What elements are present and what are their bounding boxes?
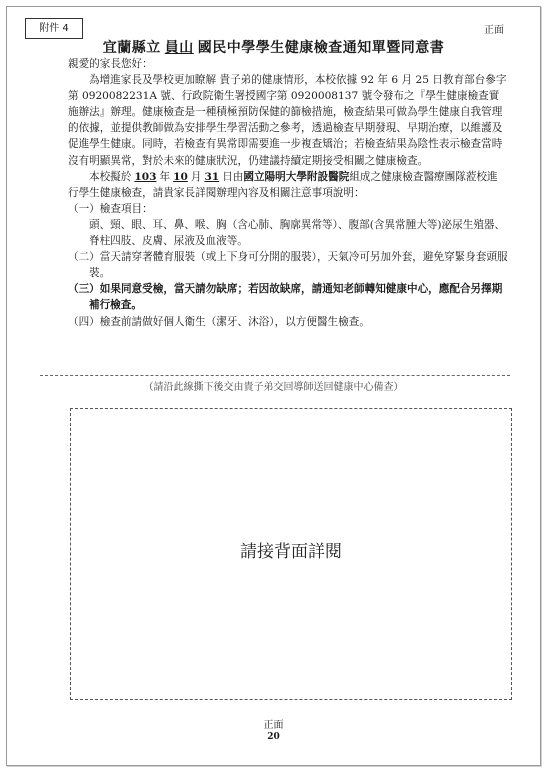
item-2: （二）當天請穿著體育服裝（或上下身可分開的服裝），天氣冷可另加外套，避免穿緊身套頭服裝。 (68, 251, 508, 280)
exam-day: 31 (204, 170, 220, 183)
title-school-name: 員山 (164, 40, 194, 56)
tear-line-note: （請沿此線撕下後交由貴子弟交回導師送回健康中心備查） (143, 382, 404, 393)
exam-month: 10 (173, 170, 188, 183)
page-number: 20 (267, 732, 280, 742)
paragraph-purpose: 為增進家長及學校更加瞭解 貴子弟的健康情形，本校依據 92 年 6 月 25 日教育部台參字第 0920082231A 號、行政院衛生署授國字第 0920008137 號令發布之『學生健康檢查實施辦法』辦理。健康檢查是一種積極預防保健的篩檢措施，檢查結果可做為學生健康自我管理的依據，並提供教師做為安排學生學習活動之參考，透過檢查早期發現、早期治療，以維護及促進學生健康。同時，若檢查有異常即需要進一步複查矯治；若檢查結果為陰性表示檢查當時沒有明顯異常，對於未來的健康狀況，仍建議持續定期接受相關之健康檢查。 (68, 74, 507, 167)
item-3: （三）如果同意受檢，當天請勿缺席；若因故缺席，請通知老師轉知健康中心，應配合另擇期補行檢查。 (68, 283, 503, 312)
schedule-text-e: 組成之健康檢查醫療團隊蒞校進行學生健康檢查，請貴家長詳閱辦理內容及相關注意事項說明： (68, 170, 498, 199)
tear-line (40, 375, 510, 376)
schedule-text-b: 年 (159, 170, 171, 183)
document-title (0, 37, 547, 57)
schedule-text-d: 日由 (222, 170, 244, 183)
item-1-heading: （一）檢查項目： (68, 202, 153, 215)
schedule-text-c: 月 (190, 170, 202, 183)
title-prefix: 宜蘭縣立 (102, 40, 161, 56)
title-suffix: 國民中學學生健康檢查通知單暨同意書 (197, 40, 445, 56)
salutation: 親愛的家長您好： (68, 58, 153, 70)
see-back-notice: 請接背面詳閱 (240, 542, 342, 562)
paragraph-schedule (68, 169, 508, 201)
item-1-body: 頭、頸、眼、耳、鼻、喉、胸（含心肺、胸廓異常等）、腹部(含異常腫大等)泌尿生殖器、脊柱四肢、皮膚、尿液及血液等。 (89, 218, 506, 248)
notice-body (68, 56, 508, 330)
attachment-label: 附件 4 (25, 18, 83, 39)
side-indicator-top: 正面 (484, 25, 504, 36)
schedule-text-a: 本校擬於 (89, 170, 132, 183)
consent-reply-box (70, 408, 512, 700)
side-indicator-bottom: 正面 (263, 720, 284, 731)
exam-year: 103 (134, 170, 157, 183)
item-4: （四）檢查前請做好個人衛生（潔牙、沐浴），以方便醫生檢查。 (68, 315, 370, 328)
hospital-name: 國立陽明大學附設醫院 (243, 170, 350, 183)
